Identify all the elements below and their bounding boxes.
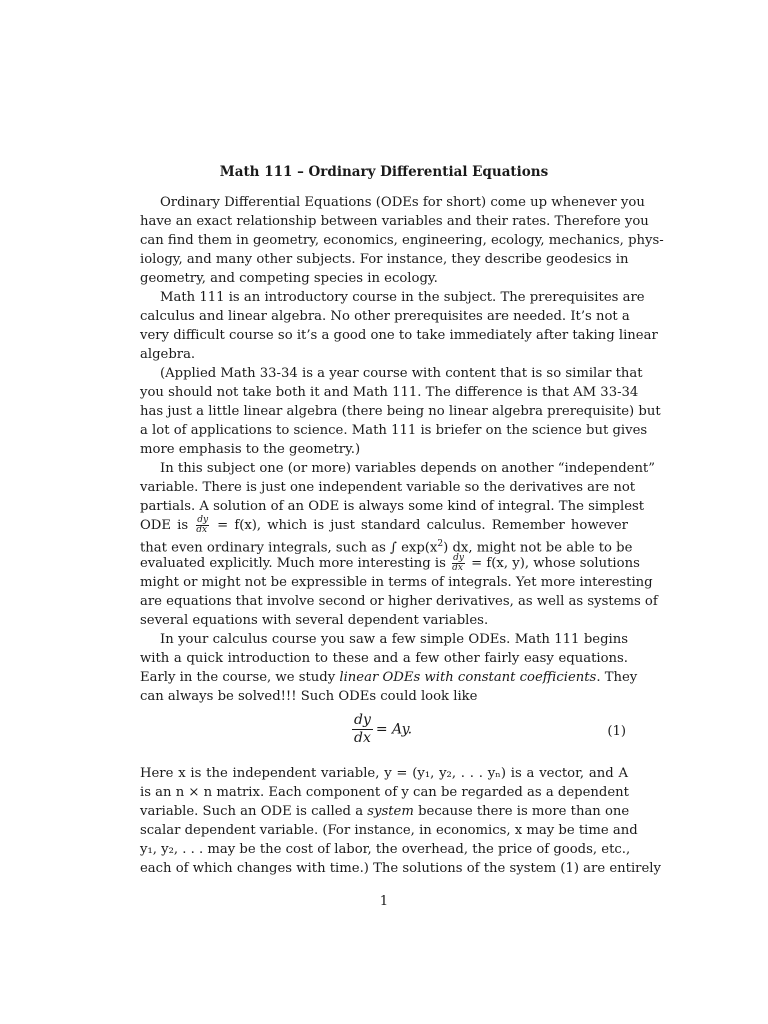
text-line: partials. A solution of an ODE is always some kind of integral. The simplest <box>140 499 645 514</box>
text-span: because there is more than one <box>418 804 630 819</box>
page-number: 1 <box>379 894 389 909</box>
inline-fraction <box>452 554 465 573</box>
equation-body <box>352 712 412 747</box>
document-page <box>140 0 664 1024</box>
equation-number: (1) <box>607 724 626 739</box>
text-line: Ordinary Differential Equations (ODEs for short) come up whenever you <box>160 195 645 210</box>
text-span: ODE is <box>140 518 189 533</box>
inline-fraction <box>196 516 209 535</box>
text-line: a lot of applications to science. Math 111 is briefer on the science but gives <box>140 423 648 438</box>
text-line: are equations that involve second or higher derivatives, as well as systems of <box>140 594 658 609</box>
text-line: each of which changes with time.) The solutions of the system (1) are entirely <box>140 861 661 876</box>
display-fraction <box>352 712 373 747</box>
equation-rhs: = Ay. <box>375 721 413 738</box>
text-line: with a quick introduction to these and a few other fairly easy equations. <box>140 651 628 666</box>
text-line: (Applied Math 33-34 is a year course with content that is so similar that <box>160 366 643 381</box>
text-line <box>140 802 628 821</box>
text-line: iology, and many other subjects. For instance, they describe geodesics in <box>140 252 629 267</box>
emphasis-text: system <box>367 804 414 819</box>
text-line: In this subject one (or more) variables depends on another “independent” <box>160 461 655 476</box>
text-line: geometry, and competing species in ecology. <box>140 271 438 286</box>
text-line: have an exact relationship between variables and their rates. Therefore you <box>140 214 649 229</box>
text-span: ) dx, might not be able to be <box>443 540 633 556</box>
fraction-numerator: dy <box>453 553 464 563</box>
text-line: variable. There is just one independent variable so the derivatives are not <box>140 480 636 495</box>
text-line: might or might not be expressible in terms of integrals. Yet more interesting <box>140 575 653 590</box>
text-line: Math 111 is an introductory course in the subject. The prerequisites are <box>160 290 645 305</box>
text-span: . They <box>596 670 638 685</box>
fraction-denominator: dx <box>196 525 208 535</box>
text-line: scalar dependent variable. (For instance, in economics, x may be time and <box>140 823 638 838</box>
text-line: more emphasis to the geometry.) <box>140 442 361 457</box>
text-span: that even ordinary integrals, such as ∫ exp(x <box>140 540 438 556</box>
fraction-numerator: dy <box>354 712 371 728</box>
text-line: is an n × n matrix. Each component of y can be regarded as a dependent <box>140 785 629 800</box>
text-line: can find them in geometry, economics, engineering, ecology, mechanics, phys- <box>140 233 664 248</box>
text-line <box>140 516 628 535</box>
superscript: 2 <box>437 539 444 549</box>
fraction-numerator: dy <box>197 515 209 525</box>
text-line: you should not take both it and Math 111. The difference is that AM 33-34 <box>140 385 639 400</box>
text-line: Here x is the independent variable, y = (y₁, y₂, . . . yₙ) is a vector, and A <box>140 766 628 781</box>
text-line <box>140 668 638 687</box>
text-span: = f(x), which is just standard calculus. Remember however <box>217 518 628 533</box>
text-line: In your calculus course you saw a few simple ODEs. Math 111 begins <box>160 632 628 647</box>
fraction-denominator: dx <box>354 730 371 746</box>
text-line: can always be solved!!! Such ODEs could look like <box>140 689 478 704</box>
emphasis-text: linear ODEs with constant coefficients <box>339 670 597 685</box>
text-line: several equations with several dependent variables. <box>140 613 489 628</box>
text-span: variable. Such an ODE is called a <box>140 804 364 819</box>
text-line: has just a little linear algebra (there being no linear algebra prerequisite) but <box>140 404 661 419</box>
page-title: Math 111 – Ordinary Differential Equations <box>219 164 549 180</box>
fraction-denominator: dx <box>452 563 463 573</box>
text-span: = f(x, y), whose solutions <box>471 556 640 571</box>
display-equation <box>140 708 628 754</box>
text-line: y₁, y₂, . . . may be the cost of labor, the overhead, the price of goods, etc., <box>140 842 631 857</box>
text-line: very difficult course so it’s a good one to take immediately after taking linear <box>140 328 658 343</box>
text-line: algebra. <box>140 347 196 362</box>
text-line <box>140 553 640 573</box>
text-span: evaluated explicitly. Much more interesting is <box>140 556 446 571</box>
text-span: Early in the course, we study <box>140 670 336 685</box>
text-line: calculus and linear algebra. No other prerequisites are needed. It’s not a <box>140 309 630 324</box>
text-line <box>140 535 633 556</box>
